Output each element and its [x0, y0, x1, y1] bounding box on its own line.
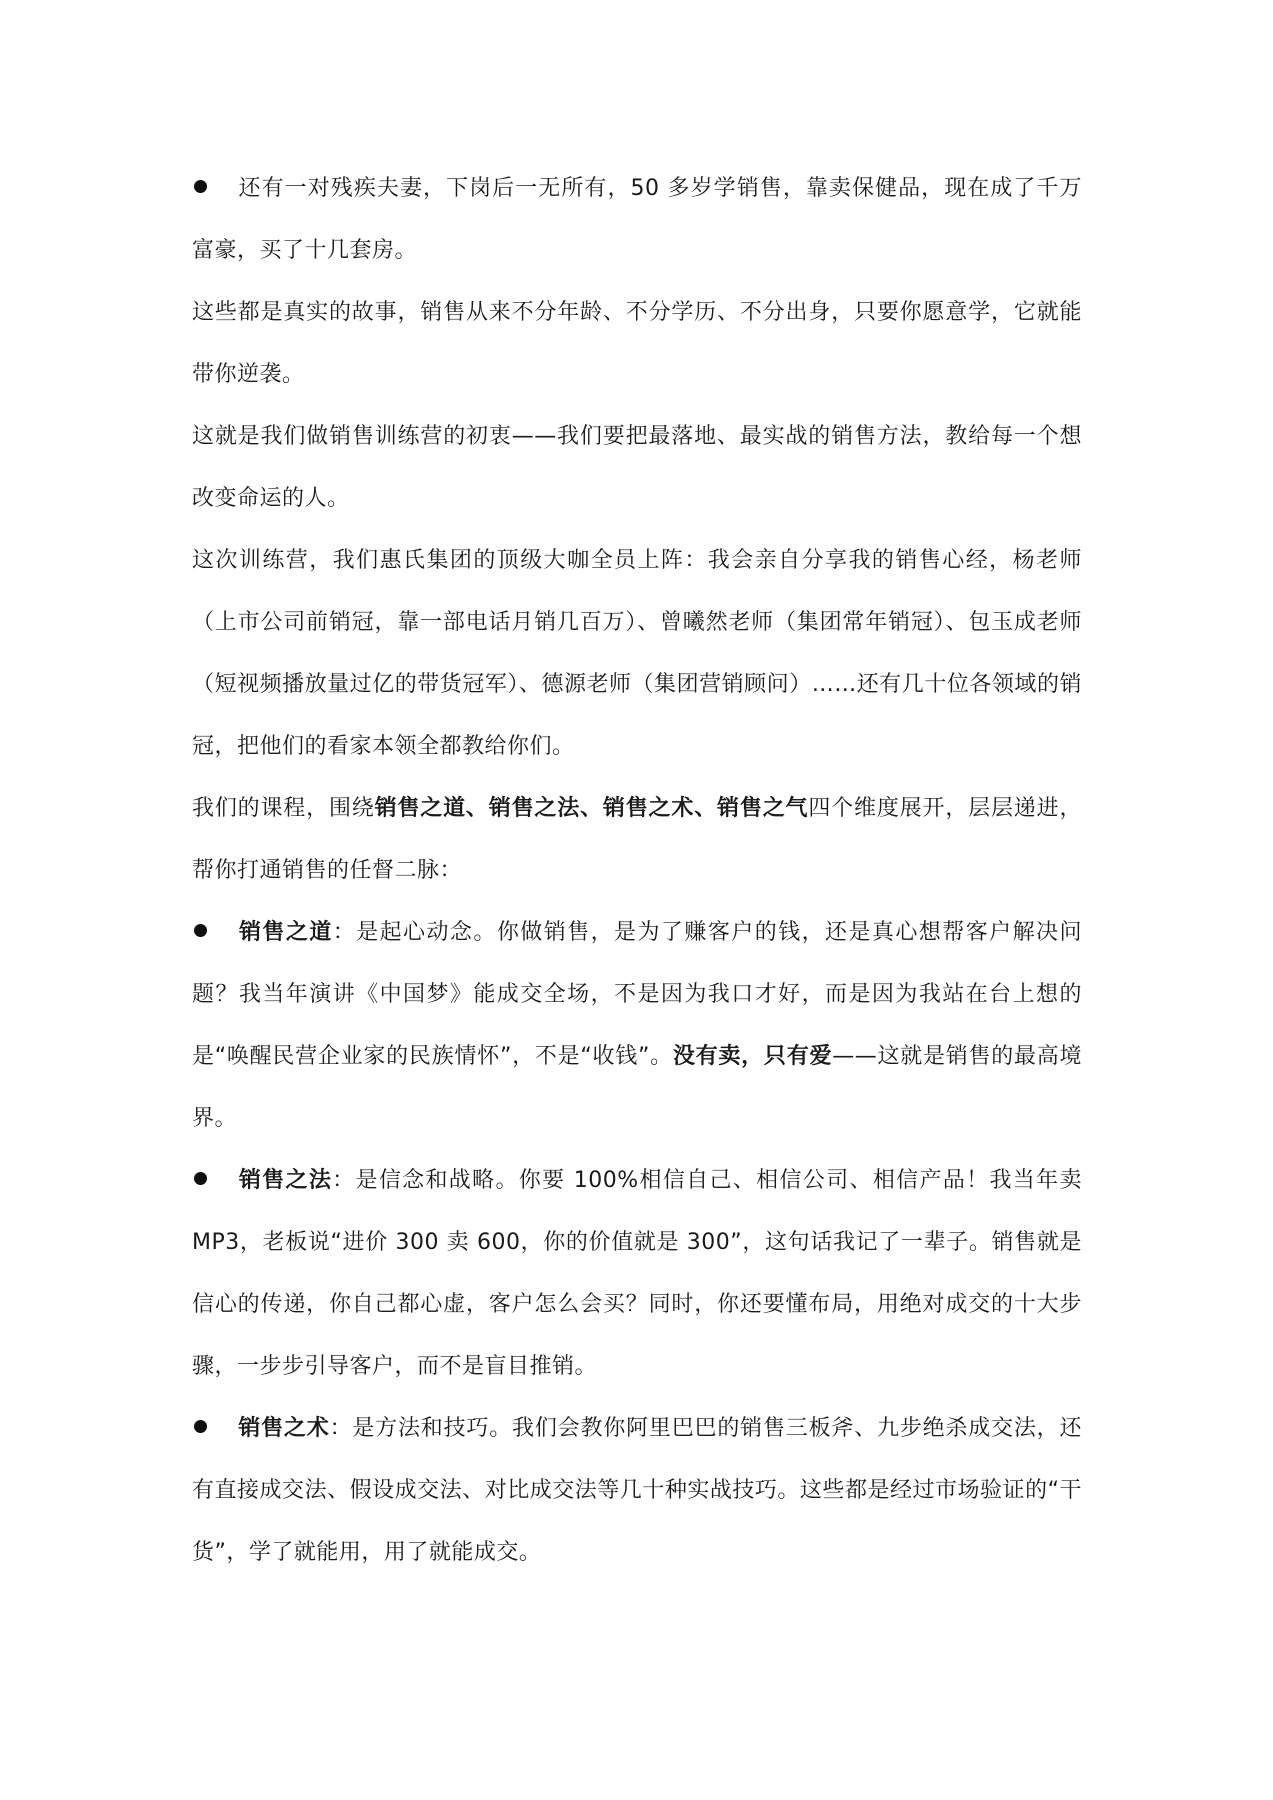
bold-text: 没有卖，只有爱 — [672, 1044, 833, 1069]
document-page — [192, 158, 1082, 1584]
text-segment: ：是方法和技巧。我们会教你阿里巴巴的销售三板斧、九步绝杀成交法，还有直接成交法、假设成交法、对比成交法等几十种实战技巧。这些都是经过市场验证的“干货”，学了就能用，用了就能成交。 — [192, 1416, 1082, 1565]
bold-text: 销售之道、销售之法、销售之术、销售之气 — [374, 796, 809, 821]
text-segment: ：是起心动念。你做销售，是为了赚客户的钱，还是真心想帮客户解决问题？我当年演讲《中国梦》能成交全场，不是因为我口才好，而是因为我站在台上想的是“唤醒民营企业家的民族情怀”，不是“收钱”。 — [192, 920, 1082, 1069]
text-segment: 这就是我们做销售训练营的初衷——我们要把最落地、最实战的销售方法，教给每一个想改变命运的人。 — [192, 424, 1082, 511]
text-segment: ：是信念和战略。你要 100%相信自己、相信公司、相信产品！我当年卖 MP3，老板说“进价 300 卖 600，你的价值就是 300”，这句话我记了一辈子。销售就是信心的传递，你自己都心虚，客户怎么会买？同时，你还要懂布局，用绝对成交的十大步骤，一步步引导客户，而不是盲目推销。 — [192, 1168, 1082, 1379]
paragraph — [192, 778, 1082, 902]
text-segment: 还有一对残疾夫妻，下岗后一无所有，50 多岁学销售，靠卖保健品，现在成了千万富豪，买了十几套房。 — [192, 176, 1082, 263]
bold-text: 销售之法 — [238, 1168, 333, 1193]
text-segment: 这些都是真实的故事，销售从来不分年龄、不分学历、不分出身，只要你愿意学，它就能带你逆袭。 — [192, 300, 1082, 387]
bullet-dot-icon — [194, 1172, 207, 1185]
bullet-paragraph — [192, 158, 1082, 282]
bullet-paragraph — [192, 902, 1082, 1150]
paragraph — [192, 530, 1082, 778]
text-segment: ——这就是销售的最高境界。 — [192, 1044, 1082, 1131]
bullet-dot-icon — [194, 924, 207, 937]
bold-text: 销售之术 — [238, 1416, 330, 1441]
paragraph — [192, 282, 1082, 406]
text-segment: 我们的课程，围绕 — [192, 796, 375, 821]
bold-text: 销售之道 — [238, 920, 333, 945]
text-segment: 这次训练营，我们惠氏集团的顶级大咖全员上阵：我会亲自分享我的销售心经，杨老师（上市公司前销冠，靠一部电话月销几百万）、曾曦然老师（集团常年销冠）、包玉成老师（短视频播放量过亿的带货冠军）、德源老师（集团营销顾问）……还有几十位各领域的销冠，把他们的看家本领全都教给你们。 — [192, 548, 1082, 759]
bullet-paragraph — [192, 1398, 1082, 1584]
bullet-dot-icon — [194, 180, 207, 193]
bullet-paragraph — [192, 1150, 1082, 1398]
bullet-dot-icon — [194, 1420, 207, 1433]
text-segment: 四个维度展开，层层递进，帮你打通销售的任督二脉： — [192, 796, 1082, 883]
paragraph — [192, 406, 1082, 530]
